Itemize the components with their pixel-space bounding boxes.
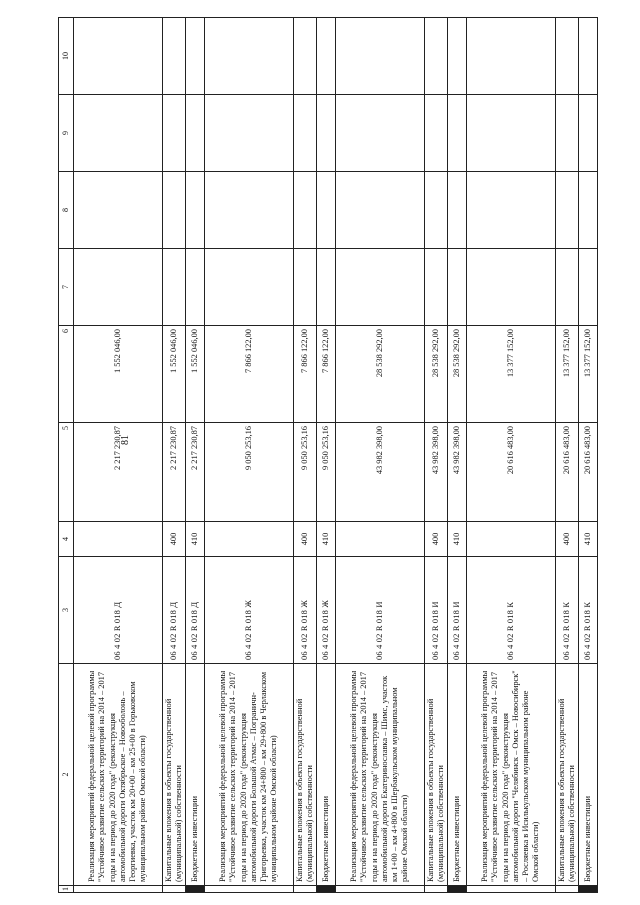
cell-v6: 1 552 046,00 (186, 326, 205, 423)
table-row (205, 18, 294, 893)
cell-v7 (579, 249, 598, 326)
cell-v8 (424, 172, 448, 249)
table-row (162, 18, 186, 893)
column-header-5: 5 (59, 423, 74, 522)
cell-v8 (467, 172, 556, 249)
cell-v10 (424, 18, 448, 95)
cell-v7 (205, 249, 294, 326)
cell-v5: 9 050 253,16 (317, 423, 336, 522)
cell-v7 (555, 249, 579, 326)
cell-v9 (293, 95, 317, 172)
cell-v10 (579, 18, 598, 95)
cell-kvr: 400 (424, 522, 448, 557)
cell-v6: 7 866 122,00 (317, 326, 336, 423)
row-marker-cell (579, 886, 598, 893)
column-header-9: 9 (59, 95, 74, 172)
cell-v8 (579, 172, 598, 249)
cell-v10 (467, 18, 556, 95)
cell-v9 (74, 95, 163, 172)
cell-v10 (317, 18, 336, 95)
cell-v7 (186, 249, 205, 326)
cell-code: 06 4 02 R 018 К (555, 557, 579, 664)
column-header-8: 8 (59, 172, 74, 249)
row-marker-cell (336, 886, 425, 893)
cell-v7 (162, 249, 186, 326)
cell-kvr: 400 (555, 522, 579, 557)
cell-kvr: 400 (293, 522, 317, 557)
column-header-7: 7 (59, 249, 74, 326)
cell-v5: 9 050 253,16 (205, 423, 294, 522)
cell-code: 06 4 02 R 018 К (467, 557, 556, 664)
cell-v9 (424, 95, 448, 172)
cell-v9 (186, 95, 205, 172)
cell-v8 (555, 172, 579, 249)
cell-desc: Капитальные вложения в объекты государственной (муниципальной) собственности (424, 664, 448, 886)
cell-desc: Бюджетные инвестиции (186, 664, 205, 886)
row-marker-cell (186, 886, 205, 893)
column-header-10: 10 (59, 18, 74, 95)
cell-desc: Реализация мероприятий федеральной целевой программы "Устойчивое развитие сельских территорий на 2014 – 2017 годы и на период до 2020 года" (реконструкция автомобильной дороги "Челябинск – Омск – Новосибирск" – Росляевка в Исилькульском муниципальном районе Омской области) (467, 664, 556, 886)
cell-v5: 2 217 230,87 (162, 423, 186, 522)
cell-v8 (74, 172, 163, 249)
cell-v10 (186, 18, 205, 95)
cell-desc: Капитальные вложения в объекты государственной (муниципальной) собственности (293, 664, 317, 886)
cell-v5: 2 217 230,87 (74, 423, 163, 522)
column-header-3: 3 (59, 557, 74, 664)
cell-kvr: 410 (317, 522, 336, 557)
row-marker-cell (317, 886, 336, 893)
cell-v6: 7 866 122,00 (293, 326, 317, 423)
cell-v8 (448, 172, 467, 249)
cell-v9 (467, 95, 556, 172)
table-row (448, 18, 467, 893)
cell-v7 (424, 249, 448, 326)
cell-v5: 20 616 483,00 (579, 423, 598, 522)
cell-kvr: 410 (448, 522, 467, 557)
cell-v8 (336, 172, 425, 249)
cell-v6: 1 552 046,00 (162, 326, 186, 423)
cell-v10 (555, 18, 579, 95)
cell-v10 (162, 18, 186, 95)
cell-v8 (317, 172, 336, 249)
table-row (424, 18, 448, 893)
table-row (74, 18, 163, 893)
cell-desc: Бюджетные инвестиции (317, 664, 336, 886)
cell-code: 06 4 02 R 018 К (579, 557, 598, 664)
cell-v8 (186, 172, 205, 249)
cell-kvr (336, 522, 425, 557)
cell-v10 (205, 18, 294, 95)
cell-kvr (205, 522, 294, 557)
cell-desc: Бюджетные инвестиции (448, 664, 467, 886)
row-marker-cell (467, 886, 556, 893)
cell-code: 06 4 02 R 018 Ж (205, 557, 294, 664)
cell-v7 (317, 249, 336, 326)
cell-code: 06 4 02 R 018 Д (186, 557, 205, 664)
cell-v10 (336, 18, 425, 95)
cell-v7 (293, 249, 317, 326)
cell-v6: 13 377 152,00 (467, 326, 556, 423)
cell-kvr: 410 (186, 522, 205, 557)
table-row (293, 18, 317, 893)
cell-v7 (467, 249, 556, 326)
table-row (336, 18, 425, 893)
cell-v5: 9 050 253,16 (293, 423, 317, 522)
cell-v8 (205, 172, 294, 249)
cell-v6: 28 538 292,00 (424, 326, 448, 423)
cell-v8 (293, 172, 317, 249)
cell-v9 (317, 95, 336, 172)
cell-code: 06 4 02 R 018 Ж (317, 557, 336, 664)
cell-v5: 43 982 398,00 (424, 423, 448, 522)
cell-code: 06 4 02 R 018 И (424, 557, 448, 664)
cell-v7 (336, 249, 425, 326)
row-marker-cell (448, 886, 467, 893)
row-marker-cell (162, 886, 186, 893)
cell-code: 06 4 02 R 018 Д (74, 557, 163, 664)
column-header-2: 2 (59, 664, 74, 886)
table-row (186, 18, 205, 893)
cell-v8 (162, 172, 186, 249)
cell-v7 (448, 249, 467, 326)
cell-code: 06 4 02 R 018 И (336, 557, 425, 664)
cell-v6: 28 538 292,00 (448, 326, 467, 423)
cell-desc: Реализация мероприятий федеральной целевой программы "Устойчивое развитие сельских территорий на 2014 – 2017 годы и на период до 2020 года" (реконструкция автомобильной дороги Октябрьское – Новооболонь – Георгиевка, участок км 20+00 – км 25+00 в Горьковском муниципальном районе Омской области) (74, 664, 163, 886)
cell-code: 06 4 02 R 018 Ж (293, 557, 317, 664)
table-row (579, 18, 598, 893)
cell-v5: 2 217 230,87 (186, 423, 205, 522)
cell-v6: 1 552 046,00 (74, 326, 163, 423)
cell-v9 (205, 95, 294, 172)
page-number: 81 (120, 435, 131, 445)
row-marker-cell (293, 886, 317, 893)
row-marker-cell (555, 886, 579, 893)
cell-v9 (448, 95, 467, 172)
cell-v6: 13 377 152,00 (579, 326, 598, 423)
column-header-4: 4 (59, 522, 74, 557)
cell-v9 (555, 95, 579, 172)
row-marker-cell (74, 886, 163, 893)
cell-v9 (579, 95, 598, 172)
cell-kvr: 400 (162, 522, 186, 557)
row-marker-cell (424, 886, 448, 893)
cell-v10 (293, 18, 317, 95)
cell-desc: Бюджетные инвестиции (579, 664, 598, 886)
row-marker-cell (205, 886, 294, 893)
table-row (317, 18, 336, 893)
cell-v5: 20 616 483,00 (467, 423, 556, 522)
cell-desc: Капитальные вложения в объекты государственной (муниципальной) собственности (162, 664, 186, 886)
budget-table (58, 17, 598, 893)
cell-code: 06 4 02 R 018 Д (162, 557, 186, 664)
cell-v5: 43 982 398,00 (448, 423, 467, 522)
cell-kvr (74, 522, 163, 557)
column-header-1: 1 (59, 886, 74, 893)
column-number-row (59, 18, 74, 893)
cell-v10 (448, 18, 467, 95)
cell-v6: 28 538 292,00 (336, 326, 425, 423)
cell-v5: 20 616 483,00 (555, 423, 579, 522)
cell-v9 (162, 95, 186, 172)
cell-v7 (74, 249, 163, 326)
table-row (467, 18, 556, 893)
cell-desc: Капитальные вложения в объекты государственной (муниципальной) собственности (555, 664, 579, 886)
cell-desc: Реализация мероприятий федеральной целевой программы "Устойчивое развитие сельских территорий на 2014 – 2017 годы и на период до 2020 года" (реконструкция автомобильной дороги Большой Атмас – Пограничн-Григорьевка, участок км 24+800 – км 29+800 в Черлакском муниципальном районе Омской области) (205, 664, 294, 886)
cell-v5: 43 982 398,00 (336, 423, 425, 522)
cell-v6: 7 866 122,00 (205, 326, 294, 423)
cell-v9 (336, 95, 425, 172)
cell-v10 (74, 18, 163, 95)
cell-v6: 13 377 152,00 (555, 326, 579, 423)
cell-kvr (467, 522, 556, 557)
budget-table-rotated (58, 52, 598, 893)
table-body (74, 18, 598, 893)
cell-code: 06 4 02 R 018 И (448, 557, 467, 664)
column-header-6: 6 (59, 326, 74, 423)
cell-kvr: 410 (579, 522, 598, 557)
table-row (555, 18, 579, 893)
cell-desc: Реализация мероприятий федеральной целевой программы "Устойчивое развитие сельских территорий на 2014 – 2017 годы и на период до 2020 года" (реконструкция автомобильной дороги Екатеринославка – Шимс, участок км 1+00 – км 4+800 в Шербакульском муниципальном районе Омской области) (336, 664, 425, 886)
